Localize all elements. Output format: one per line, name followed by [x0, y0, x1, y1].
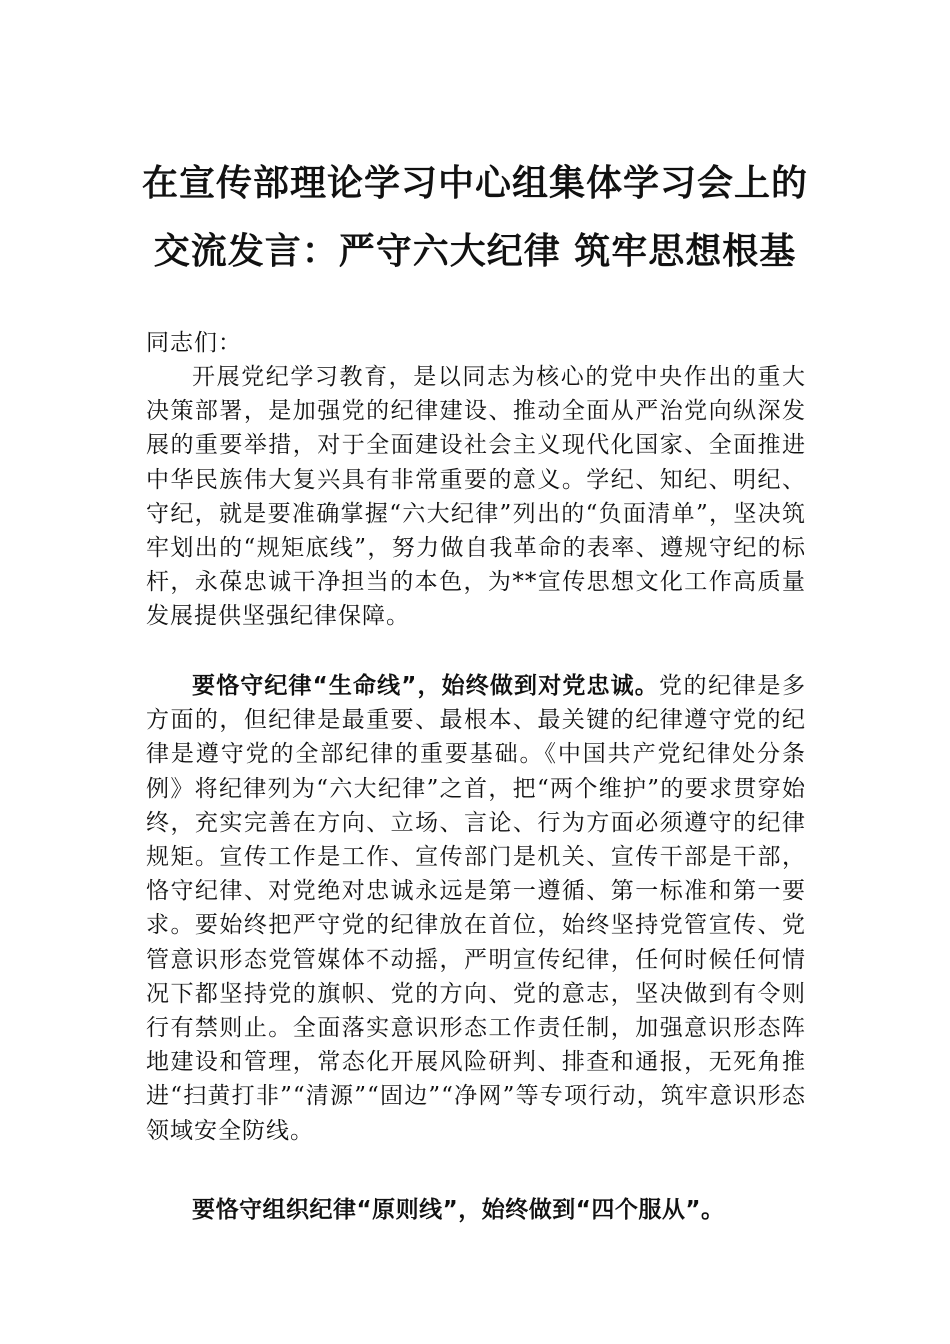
- document-title-line1: 在宣传部理论学习中心组集体学习会上的: [141, 163, 808, 204]
- paragraph-organizational-discipline: [146, 1193, 806, 1227]
- paragraph-political-discipline: [146, 669, 806, 1148]
- paragraph-text: 党的纪律是多方面的，但纪律是最重要、最根本、最关键的纪律遵守党的纪律是遵守党的全部纪律的重要基础。《中国共产党纪律处分条例》将纪律列为“六大纪律”之首，把“两个维护”的要求贯穿始终，充实完善在方向、立场、言论、行为方面必须遵守的纪律规矩。宣传工作是工作、宣传部门是机关、宣传干部是干部，恪守纪律、对党绝对忠诚永远是第一遵循、第一标准和第一要求。要始终把严守党的纪律放在首位，始终坚持党管宣传、党管意识形态党管媒体不动摇，严明宣传纪律，任何时候任何情况下都坚持党的旗帜、党的方向、党的意志，坚决做到有令则行有禁则止。全面落实意识形态工作责任制，加强意识形态阵地建设和管理，常态化开展风险研判、排查和通报，无死角推进“扫黄打非”“清源”“固边”“净网”等专项行动，筑牢意识形态领域安全防线。: [146, 673, 807, 1144]
- salutation: 同志们：: [146, 330, 242, 356]
- paragraph-heading: 要恪守纪律“生命线”，始终做到对党忠诚。: [192, 673, 659, 699]
- paragraph-heading: 要恪守组织纪律“原则线”，始终做到“四个服从”。: [192, 1197, 725, 1223]
- document-title-line2: 交流发言：严守六大纪律 筑牢思想根基: [153, 231, 797, 272]
- paragraph-intro: 开展党纪学习教育，是以同志为核心的党中央作出的重大决策部署，是加强党的纪律建设、推动全面从严治党向纵深发展的重要举措，对于全面建设社会主义现代化国家、全面推进中华民族伟大复兴具有非常重要的意义。学纪、知纪、明纪、守纪，就是要准确掌握“六大纪律”列出的“负面清单”，坚决筑牢划出的“规矩底线”，努力做自我革命的表率、遵规守纪的标杆，永葆忠诚干净担当的本色，为**宣传思想文化工作高质量发展提供坚强纪律保障。: [146, 364, 806, 630]
